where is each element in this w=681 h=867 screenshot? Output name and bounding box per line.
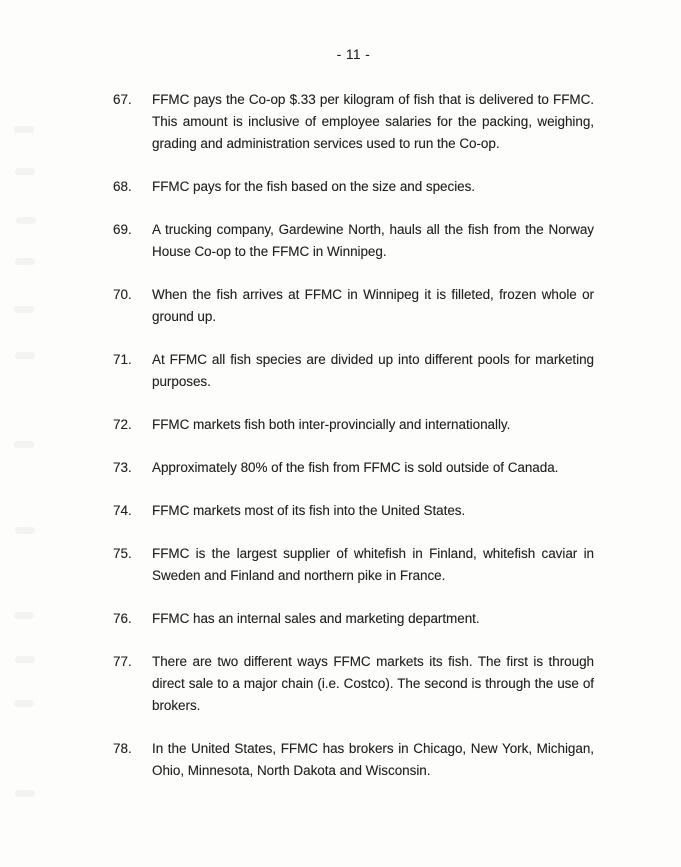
paragraph-number: 77. [113, 654, 132, 669]
paragraph-text: When the fish arrives at FFMC in Winnipeg it is filleted, frozen whole or ground up. [152, 287, 594, 324]
paragraph-text: There are two different ways FFMC markets its fish. The first is through direct sale to a major chain (i.e. Costco). The second is through the use of brokers. [152, 654, 594, 713]
paragraph-number: 75. [113, 546, 132, 561]
paragraph-text: FFMC has an internal sales and marketing department. [152, 611, 480, 626]
paragraph-number: 69. [113, 222, 132, 237]
paragraph-list [113, 89, 594, 803]
paragraph-72 [113, 414, 594, 436]
paragraph-text: FFMC markets most of its fish into the United States. [152, 503, 466, 518]
paragraph-67 [113, 89, 594, 155]
paragraph-number: 70. [113, 287, 132, 302]
scan-artifact-mark [14, 612, 34, 619]
paragraph-number: 71. [113, 352, 132, 367]
paragraph-number: 67. [113, 92, 132, 107]
paragraph-71 [113, 349, 594, 393]
scan-artifact-mark [15, 168, 35, 175]
scan-artifact-mark [14, 126, 34, 133]
paragraph-number: 74. [113, 503, 132, 518]
page-number-header: - 11 - [336, 47, 371, 62]
scan-artifact-mark [15, 790, 35, 797]
scan-artifact-mark [14, 700, 34, 707]
paragraph-text: At FFMC all fish species are divided up into different pools for marketing purposes. [152, 352, 594, 389]
paragraph-68 [113, 176, 594, 198]
paragraph-75 [113, 543, 594, 587]
paragraph-text: A trucking company, Gardewine North, hauls all the fish from the Norway House Co-op to the FFMC in Winnipeg. [152, 222, 594, 259]
scan-artifact-mark [15, 352, 35, 359]
paragraph-text: FFMC pays for the fish based on the size and species. [152, 179, 476, 194]
paragraph-text: Approximately 80% of the fish from FFMC is sold outside of Canada. [152, 460, 559, 475]
scan-artifact-mark [16, 217, 36, 224]
paragraph-text: FFMC is the largest supplier of whitefish in Finland, whitefish caviar in Sweden and Finland and northern pike in France. [152, 546, 594, 583]
scan-artifact-mark [14, 306, 34, 313]
paragraph-text: FFMC pays the Co-op $.33 per kilogram of fish that is delivered to FFMC. This amount is inclusive of employee salaries for the packing, weighing, grading and administration services used to run the Co-op. [152, 92, 594, 151]
paragraph-76 [113, 608, 594, 630]
scan-artifact-mark [14, 441, 34, 448]
paragraph-73 [113, 457, 594, 479]
paragraph-number: 76. [113, 611, 132, 626]
scan-artifact-mark [15, 527, 35, 534]
paragraph-text: In the United States, FFMC has brokers in Chicago, New York, Michigan, Ohio, Minnesota, North Dakota and Wisconsin. [152, 741, 594, 778]
paragraph-text: FFMC markets fish both inter-provincially and internationally. [152, 417, 511, 432]
paragraph-78 [113, 738, 594, 782]
paragraph-70 [113, 284, 594, 328]
paragraph-77 [113, 651, 594, 717]
scan-artifact-mark [15, 656, 35, 663]
paragraph-number: 73. [113, 460, 132, 475]
paragraph-number: 72. [113, 417, 132, 432]
paragraph-74 [113, 500, 594, 522]
paragraph-69 [113, 219, 594, 263]
paragraph-number: 78. [113, 741, 132, 756]
paragraph-number: 68. [113, 179, 132, 194]
scan-artifact-mark [15, 258, 35, 265]
